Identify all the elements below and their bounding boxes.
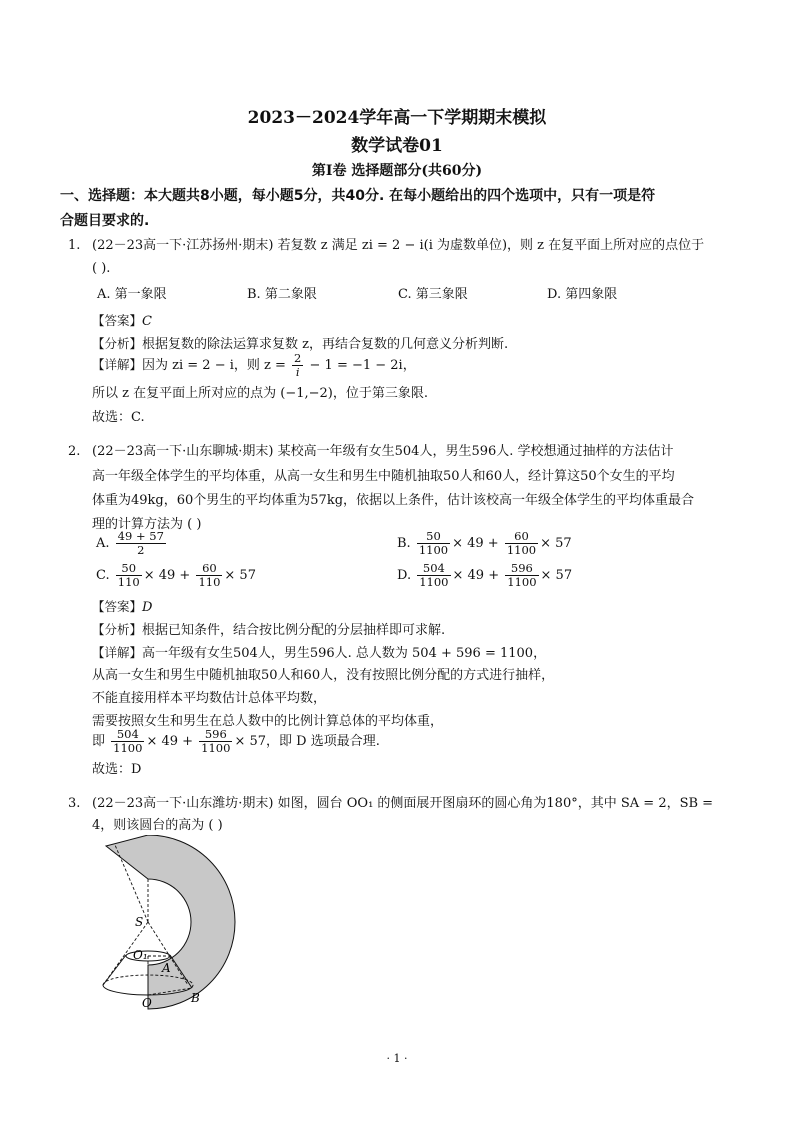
fraction xyxy=(292,352,303,379)
analysis-text: 根据已知条件，结合按比例分配的分层抽样即可求解. xyxy=(142,623,446,638)
frustum-side xyxy=(103,955,126,985)
analysis-line xyxy=(92,620,445,641)
fraction-den: 2 xyxy=(116,543,166,557)
answer-line xyxy=(92,311,152,332)
question-stem-cont: 体重为49kg，60个男生的平均体重为57kg，依据以上条件，估计该校高一年级全体学生的平均体重最合 xyxy=(92,493,695,508)
detail-line xyxy=(92,352,416,379)
analysis-tag: 【分析】 xyxy=(92,622,143,637)
detail-text: 即 xyxy=(92,734,106,749)
detail-line-2: 所以 z 在复平面上所对应的点为 (−1,−2)，位于第三象限. xyxy=(92,386,428,401)
fraction xyxy=(417,530,450,557)
fraction xyxy=(417,562,450,589)
option-text: × 49 + xyxy=(143,568,191,583)
option-text: × 57 xyxy=(540,536,572,551)
detail-text-end: − 1 = −1 − 2i， xyxy=(309,358,416,373)
fraction-num: 50 xyxy=(426,529,441,543)
annular-sector xyxy=(106,835,235,1009)
question-stem-cont: 理的计算方法为 ( ) xyxy=(92,517,202,532)
fraction xyxy=(111,728,144,755)
fraction-den: 1100 xyxy=(506,543,537,557)
frustum-figure xyxy=(95,835,255,1010)
question-stem: (22－23高一下·江苏扬州·期末) 若复数 z 满足 zi = 2 − i(i 为虚数单位)，则 z 在复平面上所对应的点位于 xyxy=(92,238,705,253)
exam-subtitle: 数学试卷01 xyxy=(351,136,443,156)
question-stem-cont: 4，则该圆台的高为 ( ) xyxy=(92,818,223,833)
option-b xyxy=(397,530,572,558)
fraction-num: 504 xyxy=(116,727,139,741)
detail-text: 高一年级有女生504人，男生596人. 总人数为 504 + 596 = 1100， xyxy=(142,646,547,661)
option-a: A. 第一象限 xyxy=(97,287,167,302)
option-b: B. 第二象限 xyxy=(247,287,317,302)
question-stem-cont: ( ). xyxy=(92,261,111,276)
detail-line xyxy=(92,643,546,664)
fraction-den: 1100 xyxy=(113,741,143,755)
detail-line-3: 不能直接用样本平均数估计总体平均数， xyxy=(92,691,327,706)
question-number: 1. xyxy=(68,238,81,253)
option-d: D. 第四象限 xyxy=(547,287,618,302)
fraction-den: i xyxy=(292,365,303,379)
answer-line xyxy=(92,597,152,618)
option-text: × 49 + xyxy=(452,536,499,551)
fraction-num: 2 xyxy=(294,351,302,365)
question-stem-cont: 高一年级全体学生的平均体重，从高一女生和男生中随机抽取50人和60人，经计算这50个女生的平均 xyxy=(92,469,675,484)
fraction-den: 110 xyxy=(198,575,221,589)
exam-title: 2023－2024学年高一下学期期末模拟 xyxy=(247,108,547,128)
fraction-num: 60 xyxy=(514,529,529,543)
analysis-text: 根据复数的除法运算求复数 z，再结合复数的几何意义分析判断. xyxy=(142,337,509,352)
part-heading: 第I卷 选择题部分(共60分) xyxy=(311,163,483,179)
question-stem: (22－23高一下·山东聊城·期末) 某校高一年级有女生504人，男生596人. 学校想通过抽样的方法估计 xyxy=(92,444,674,459)
fraction-den: 110 xyxy=(117,575,140,589)
section-heading: 一、选择题：本大题共8小题，每小题5分，共40分. 在每小题给出的四个选项中，只有一项是符 xyxy=(60,188,656,204)
choose-line: 故选：D xyxy=(92,762,142,777)
page-number: · 1 · xyxy=(386,1052,408,1065)
answer-tag: 【答案】 xyxy=(92,313,143,328)
fraction-num: 60 xyxy=(202,561,217,575)
choose-line: 故选：C. xyxy=(92,410,145,425)
analysis-tag: 【分析】 xyxy=(92,336,143,351)
fraction-den: 1100 xyxy=(507,575,537,589)
option-a xyxy=(96,530,168,558)
fraction xyxy=(116,530,166,557)
fraction-num: 49 + 57 xyxy=(117,529,164,543)
fraction xyxy=(505,562,538,589)
option-d xyxy=(397,562,572,590)
fraction-num: 596 xyxy=(510,561,533,575)
label-o: O xyxy=(142,996,152,1010)
question-number: 2. xyxy=(68,444,81,459)
option-label: C. xyxy=(96,568,110,583)
detail-text: × 49 + xyxy=(146,734,194,749)
option-text: × 57 xyxy=(540,568,573,583)
fraction-den: 1100 xyxy=(201,741,231,755)
detail-tag: 【详解】 xyxy=(92,645,143,660)
detail-text: 因为 zi = 2 − i，则 z = xyxy=(142,358,286,373)
fraction-den: 1100 xyxy=(418,543,449,557)
option-c xyxy=(96,562,256,590)
detail-line-2: 从高一女生和男生中随机抽取50人和60人，没有按照比例分配的方式进行抽样， xyxy=(92,668,555,683)
option-label: B. xyxy=(397,536,411,551)
fraction xyxy=(199,728,232,755)
answer-value: C xyxy=(142,314,152,329)
fraction-num: 50 xyxy=(121,561,137,575)
label-o1: O₁ xyxy=(133,948,148,962)
section-heading-cont: 合题目要求的. xyxy=(60,213,150,229)
label-s: S xyxy=(135,915,144,929)
option-c: C. 第三象限 xyxy=(398,287,468,302)
fraction xyxy=(116,562,142,589)
detail-line-5 xyxy=(92,728,380,756)
fraction-num: 596 xyxy=(204,727,227,741)
question-number: 3. xyxy=(68,796,81,811)
option-label: A. xyxy=(96,536,110,551)
option-text: × 57 xyxy=(224,568,256,583)
fraction-num: 504 xyxy=(422,561,445,575)
detail-text: × 57，即 D 选项最合理. xyxy=(234,734,380,749)
fraction xyxy=(505,530,538,557)
answer-tag: 【答案】 xyxy=(92,599,143,614)
detail-tag: 【详解】 xyxy=(92,357,143,372)
option-text: × 49 + xyxy=(452,568,500,583)
question-stem: (22－23高一下·山东潍坊·期末) 如图，圆台 OO₁ 的侧面展开图扇环的圆心角为180°，其中 SA = 2，SB = xyxy=(92,796,714,811)
option-label: D. xyxy=(397,568,412,583)
detail-line-4: 需要按照女生和男生在总人数中的比例计算总体的平均体重， xyxy=(92,714,444,729)
fraction xyxy=(196,562,222,589)
answer-value: D xyxy=(142,600,153,615)
label-b: B xyxy=(191,991,200,1005)
fraction-den: 1100 xyxy=(419,575,449,589)
label-a: A xyxy=(162,961,171,975)
